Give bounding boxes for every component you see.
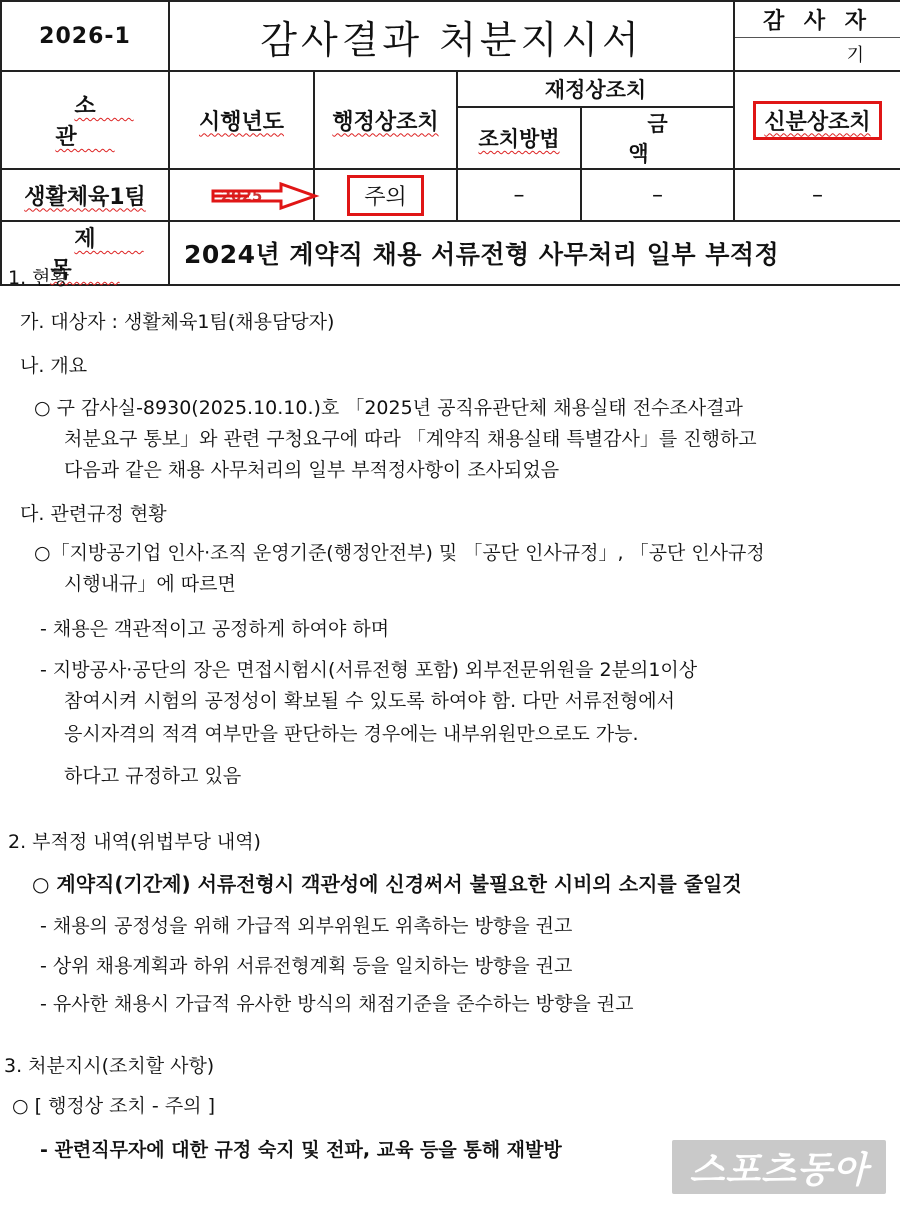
year-code: 2026-1: [1, 1, 169, 71]
subject-value: 2024년 계약직 채용 서류전형 사무처리 일부 부적정: [169, 221, 900, 285]
personnel-header: [734, 71, 900, 169]
year-header: 시행년도: [169, 71, 314, 169]
section-3-main: ○ [ 행정상 조치 - 주의 ]: [12, 1095, 215, 1117]
section-1-title: 1. 현황: [8, 267, 69, 289]
rules-dash-2-line-2: 참여시켜 시험의 공정성이 확보될 수 있도록 하여야 함. 다만 서류전형에서: [64, 690, 676, 712]
year-value: 2025: [220, 186, 263, 205]
section-3-dash-1: - 관련직무자에 대한 규정 숙지 및 전파, 교육 등을 통해 재발방: [40, 1139, 562, 1161]
personnel-value: –: [734, 169, 900, 221]
header-table: [0, 0, 900, 286]
section-1-rules-title: 다. 관련규정 현황: [20, 503, 167, 525]
section-2-dash-3: - 유사한 채용시 가급적 유사한 방식의 채점기준을 준수하는 방향을 권고: [40, 993, 634, 1015]
section-1-overview-title: 나. 개요: [20, 355, 88, 377]
subject-label: 제 목: [1, 221, 169, 285]
finance-method-header: 조치방법: [457, 107, 581, 169]
overview-line-2: 처분요구 통보」와 관련 구청요구에 따라 「계약직 채용실태 특별감사」를 진행하고: [64, 428, 757, 450]
watermark-logo: 스포츠동아: [672, 1140, 886, 1194]
amount-value: –: [581, 169, 734, 221]
overview-line-1: ○ 구 감사실-8930(2025.10.10.)호 「2025년 공직유관단체 채용실태 전수조사결과: [34, 397, 743, 419]
section-3-title: 3. 처분지시(조치할 사항): [4, 1055, 215, 1077]
dept-value: 생활체육1팀: [1, 169, 169, 221]
auditor-value: 기: [734, 37, 900, 71]
dept-header: 소 관: [1, 71, 169, 169]
rules-line-2: 시행내규」에 따르면: [64, 573, 236, 595]
auditor-label: 감 사 자: [734, 1, 900, 37]
method-value: –: [457, 169, 581, 221]
section-2-dash-2: - 상위 채용계획과 하위 서류전형계획 등을 일치하는 방향을 권고: [40, 955, 573, 977]
personnel-highlight: 신분상조치: [753, 101, 881, 140]
section-2-dash-1: - 채용의 공정성을 위해 가급적 외부위원도 위촉하는 방향을 권고: [40, 915, 573, 937]
admin-value: 주의: [347, 175, 424, 216]
section-1-target: 가. 대상자 : 생활체육1팀(채용담당자): [20, 311, 335, 333]
red-arrow-icon: [211, 181, 321, 211]
rules-dash-1: - 채용은 객관적이고 공정하게 하여야 하며: [40, 618, 390, 640]
section-2-title: 2. 부적정 내역(위법부당 내역): [8, 831, 261, 853]
year-value-cell: [169, 169, 314, 221]
admin-value-cell: [314, 169, 457, 221]
finance-header: 재정상조치: [457, 71, 734, 107]
overview-line-3: 다음과 같은 채용 사무처리의 일부 부적정사항이 조사되었음: [64, 459, 560, 481]
rules-dash-2-line-1: - 지방공사·공단의 장은 면접시험시(서류전형 포함) 외부전문위원을 2분의1이상: [40, 659, 698, 681]
rules-dash-2-line-4: 하다고 규정하고 있음: [64, 765, 242, 787]
admin-header: 행정상조치: [314, 71, 457, 169]
document-title: 감사결과 처분지시서: [169, 1, 734, 71]
rules-line-1: ○「지방공기업 인사·조직 운영기준(행정안전부) 및 「공단 인사규정」, 「공단 인사규정: [34, 542, 765, 564]
finance-amount-header: 금 액: [581, 107, 734, 169]
rules-dash-2-line-3: 응시자격의 적격 여부만을 판단하는 경우에는 내부위원만으로도 가능.: [64, 723, 639, 745]
section-2-main: ○ 계약직(기간제) 서류전형시 객관성에 신경써서 불필요한 시비의 소지를 줄일것: [32, 872, 742, 896]
